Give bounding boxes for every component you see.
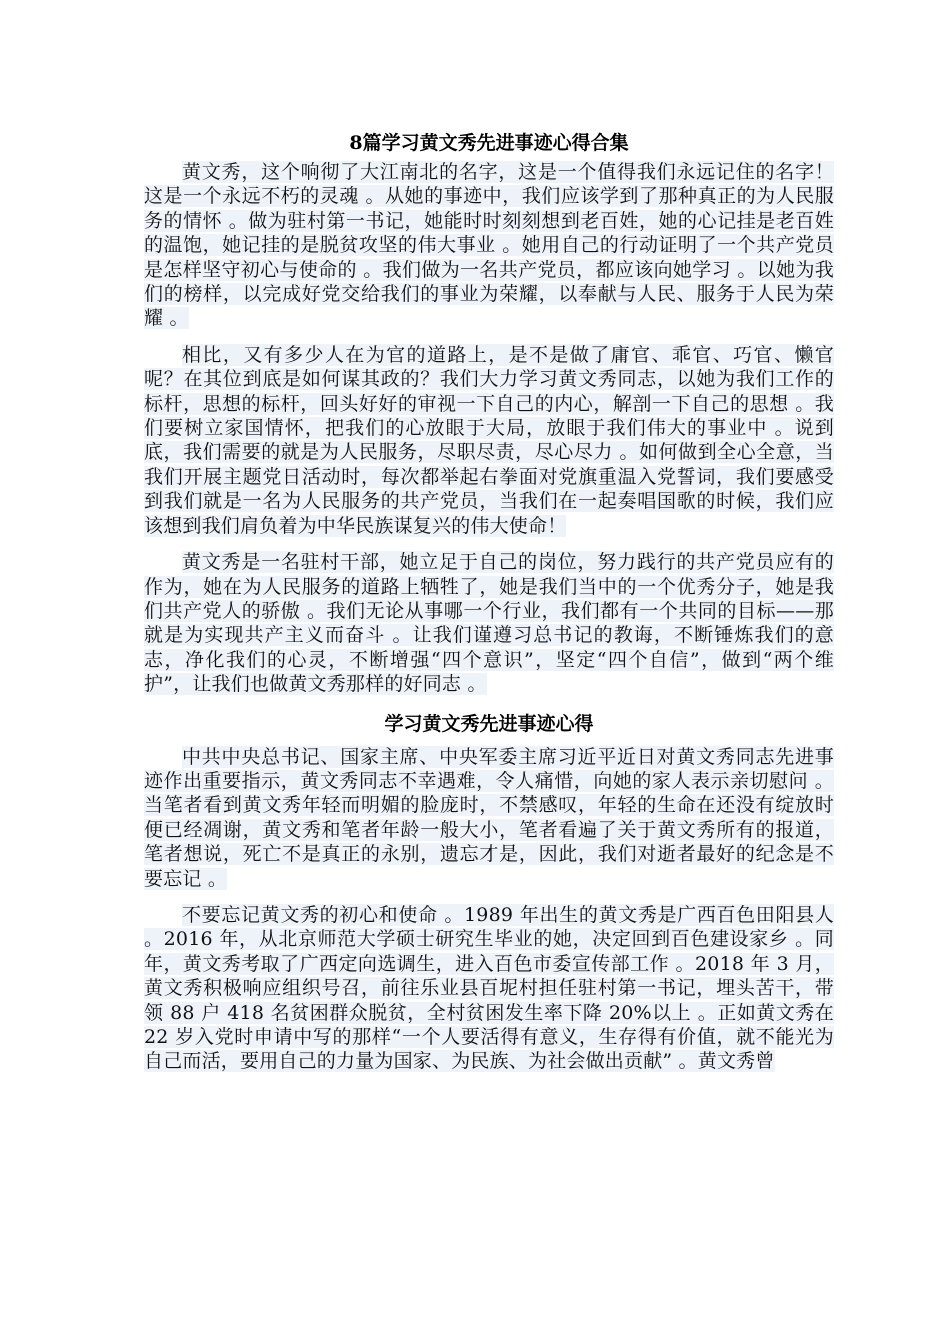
paragraph	[144, 903, 834, 1074]
paragraph	[144, 745, 834, 891]
paragraph-text: 黄文秀是一名驻村干部，她立足于自己的岗位，努力践行的共产党员应有的作为，她在为人民服务的道路上牺牲了，她是我们当中的一个优秀分子，她是我们共产党人的骄傲 。我们无论从事哪一个行业，我们都有一个共同的目标——那就是为实现共产主义而奋斗 。让我们谨遵习总书记的教诲，不断锤炼我们的意志，净化我们的心灵，不断增强“四个意识”，坚定“四个自信”，做到“两个维护”，让我们也做黄文秀那样的好同志 。	[144, 551, 834, 696]
paragraph-text: 黄文秀，这个响彻了大江南北的名字，这是一个值得我们永远记住的名字！这是一个永远不朽的灵魂 。从她的事迹中，我们应该学到了那种真正的为人民服务的情怀 。做为驻村第一书记，她能时时刻刻想到老百姓，她的心记挂是老百姓的温饱，她记挂的是脱贫攻坚的伟大事业 。她用自己的行动证明了一个共产党员是怎样坚守初心与使命的 。我们做为一名共产党员，都应该向她学习 。以她为我们的榜样，以完成好党交给我们的事业为荣耀，以奉献与人民、服务于人民为荣耀 。	[144, 161, 834, 330]
paragraph-text: 相比，又有多少人在为官的道路上，是不是做了庸官、乖官、巧官、懒官呢？在其位到底是如何谋其政的？我们大力学习黄文秀同志，以她为我们工作的标杆，思想的标杆，回头好好的审视一下自己的内心，解剖一下自己的思想 。我们要树立家国情怀，把我们的心放眼于大局，放眼于我们伟大的事业中 。说到底，我们需要的就是为人民服务，尽职尽责，尽心尽力 。如何做到全心全意，当我们开展主题党日活动时，每次都举起右拳面对党旗重温入党誓词，我们要感受到我们就是一名为人民服务的共产党员，当我们在一起奏唱国歌的时候，我们应该想到我们肩负着为中华民族谋复兴的伟大使命！	[144, 343, 834, 537]
document-body	[144, 128, 834, 1086]
document-title: 8篇学习黄文秀先进事迹心得合集	[349, 132, 629, 154]
paragraph	[144, 160, 834, 331]
paragraph-text: 不要忘记黄文秀的初心和使命 。1989 年出生的黄文秀是广西百色田阳县人 。2016 年，从北京师范大学硕士研究生毕业的她，决定回到百色建设家乡 。同年，黄文秀考取了广西定向选调生，进入百色市委宣传部工作 。2018 年 3 月，黄文秀积极响应组织号召，前往乐业县百坭村担任驻村第一书记，埋头苦干，带领 88 户 418 名贫困群众脱贫，全村贫困发生率下降 20%以上 。正如黄文秀在 22 岁入党时申请中写的那样“一个人要活得有意义，生存得有价值，就不能光为自己而活，要用自己的力量为国家、为民族、为社会做出贡献” 。黄文秀曾	[144, 903, 834, 1073]
paragraph	[144, 343, 834, 538]
paragraph	[144, 550, 834, 696]
section-heading: 学习黄文秀先进事迹心得	[384, 712, 594, 735]
paragraph-text: 中共中央总书记、国家主席、中央军委主席习近平近日对黄文秀同志先进事迹作出重要指示，黄文秀同志不幸遇难，令人痛惜，向她的家人表示亲切慰问 。当笔者看到黄文秀年轻而明媚的脸庞时，不禁感叹，年轻的生命在还没有绽放时便已经凋谢，黄文秀和笔者年龄一般大小，笔者看遍了关于黄文秀所有的报道，笔者想说，死亡不是真正的永别，遗忘才是，因此，我们对逝者最好的纪念是不要忘记 。	[144, 745, 834, 890]
